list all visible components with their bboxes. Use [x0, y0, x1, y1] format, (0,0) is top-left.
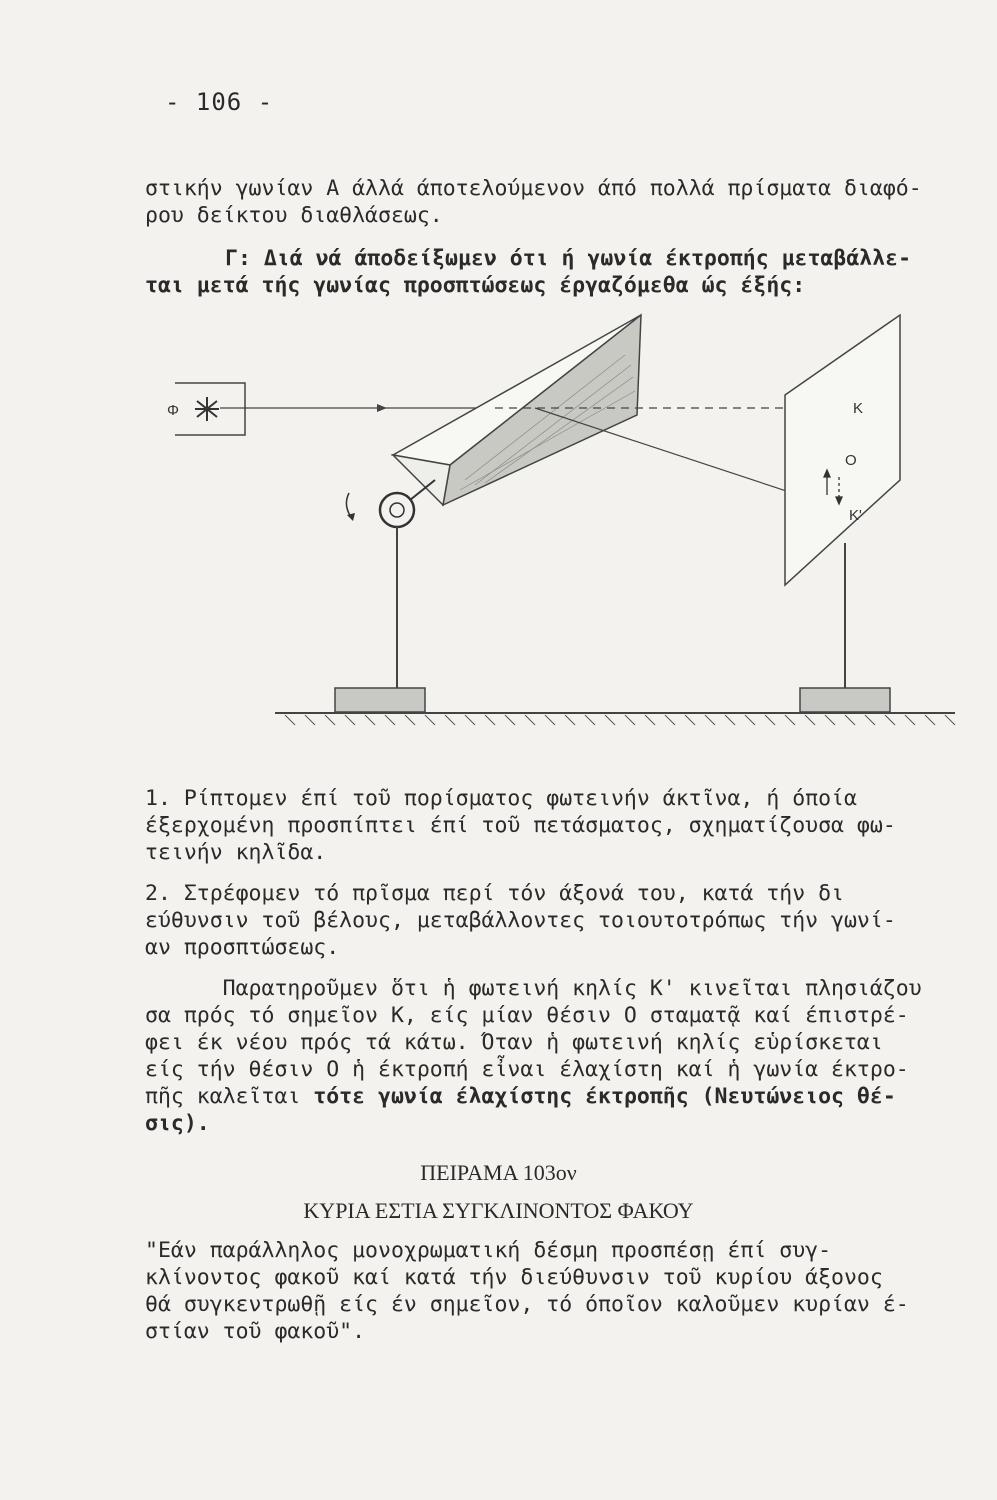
prism-rotation-knob — [380, 480, 435, 527]
step-1-paragraph: 1. Ρίπτομεν έπί τοῦ πορίσματος φωτεινήν άκτῖνα, ή όποία έξερχομένη προσπίπτει έπί τοῦ πετάσματος, σχηματίζουσα φω- τεινήν κηλῖδα. — [145, 786, 896, 865]
point-k-label: Κ — [853, 400, 864, 417]
point-k-prime-label: Κ' — [849, 507, 862, 524]
experiment-title: ΠΕΙΡΑΜΑ 103ον — [420, 1160, 577, 1185]
prism-stand-base — [335, 688, 425, 712]
section-g-heading — [145, 245, 985, 299]
step-2-paragraph: 2. Στρέφομεν τό πρῖσμα περί τόν άξονά του, κατά τήν δι εύθυνσιν τοῦ βέλους, μεταβάλλοντες τοιουτοτρόπως τήν γωνί- αν προσπτώσεως. — [145, 881, 896, 960]
observation-text: Παρατηροῦμεν ὅτι ἡ φωτεινή κηλίς Κ' κινεῖται πλησιάζου σα πρός τό σημεῖον Κ, είς μίαν θέσιν Ο σταματᾷ καί έπιστρέ- φει έκ νέου πρός τά κάτω. Όταν ἡ φωτεινή κηλίς εὑρίσκεται είς τήν θέσιν Ο ἡ έκτροπή εἶναι έλαχίστη καί ἡ γωνία έκτρο- πῆς καλεῖται — [145, 976, 922, 1109]
point-o-label: Ο — [845, 452, 857, 469]
rotation-arrow-icon — [346, 493, 351, 517]
prism — [393, 315, 641, 505]
minimum-deviation-term: τότε γωνία έλαχίστης έκτροπῆς (Νευτώνειος θέ- σις). — [145, 1084, 896, 1136]
ground — [275, 713, 955, 725]
screen — [785, 315, 900, 712]
beam-arrow-icon — [377, 404, 387, 412]
light-source — [167, 383, 245, 435]
definition-paragraph: "Εάν παράλληλος μονοχρωματική δέσμη προσπέσῃ έπί συγ- κλίνοντος φακοῦ καί κατά τήν διεύθυνσιν τοῦ κυρίου άξονος θά συγκεντρωθῇ είς έν σημεῖον, τό όποῖον καλοῦμεν κυρίαν έ- στίαν τοῦ φακοῦ". — [145, 1238, 909, 1344]
source-label: Φ — [167, 402, 179, 419]
prism-experiment-diagram — [165, 305, 965, 735]
experiment-subtitle: ΚΥΡΙΑ ΕΣΤΙΑ ΣΥΓΚΛΙΝΟΝΤΟΣ ΦΑΚΟΥ — [303, 1198, 694, 1223]
observation-paragraph — [145, 975, 975, 1137]
intro-paragraph: στικήν γωνίαν Α άλλά άποτελούμενον άπό πολλά πρίσματα διαφό- ρου δείκτου διαθλάσεως. — [145, 176, 922, 228]
light-star-icon — [195, 397, 219, 421]
section-g-text: Γ: Διά νά άποδείξωμεν ότι ή γωνία έκτροπής μεταβάλλε- ται μετά τής γωνίας προσπτώσεως έργαζόμεθα ώς έξής: — [145, 246, 912, 298]
page-number: - 106 - — [165, 88, 274, 116]
